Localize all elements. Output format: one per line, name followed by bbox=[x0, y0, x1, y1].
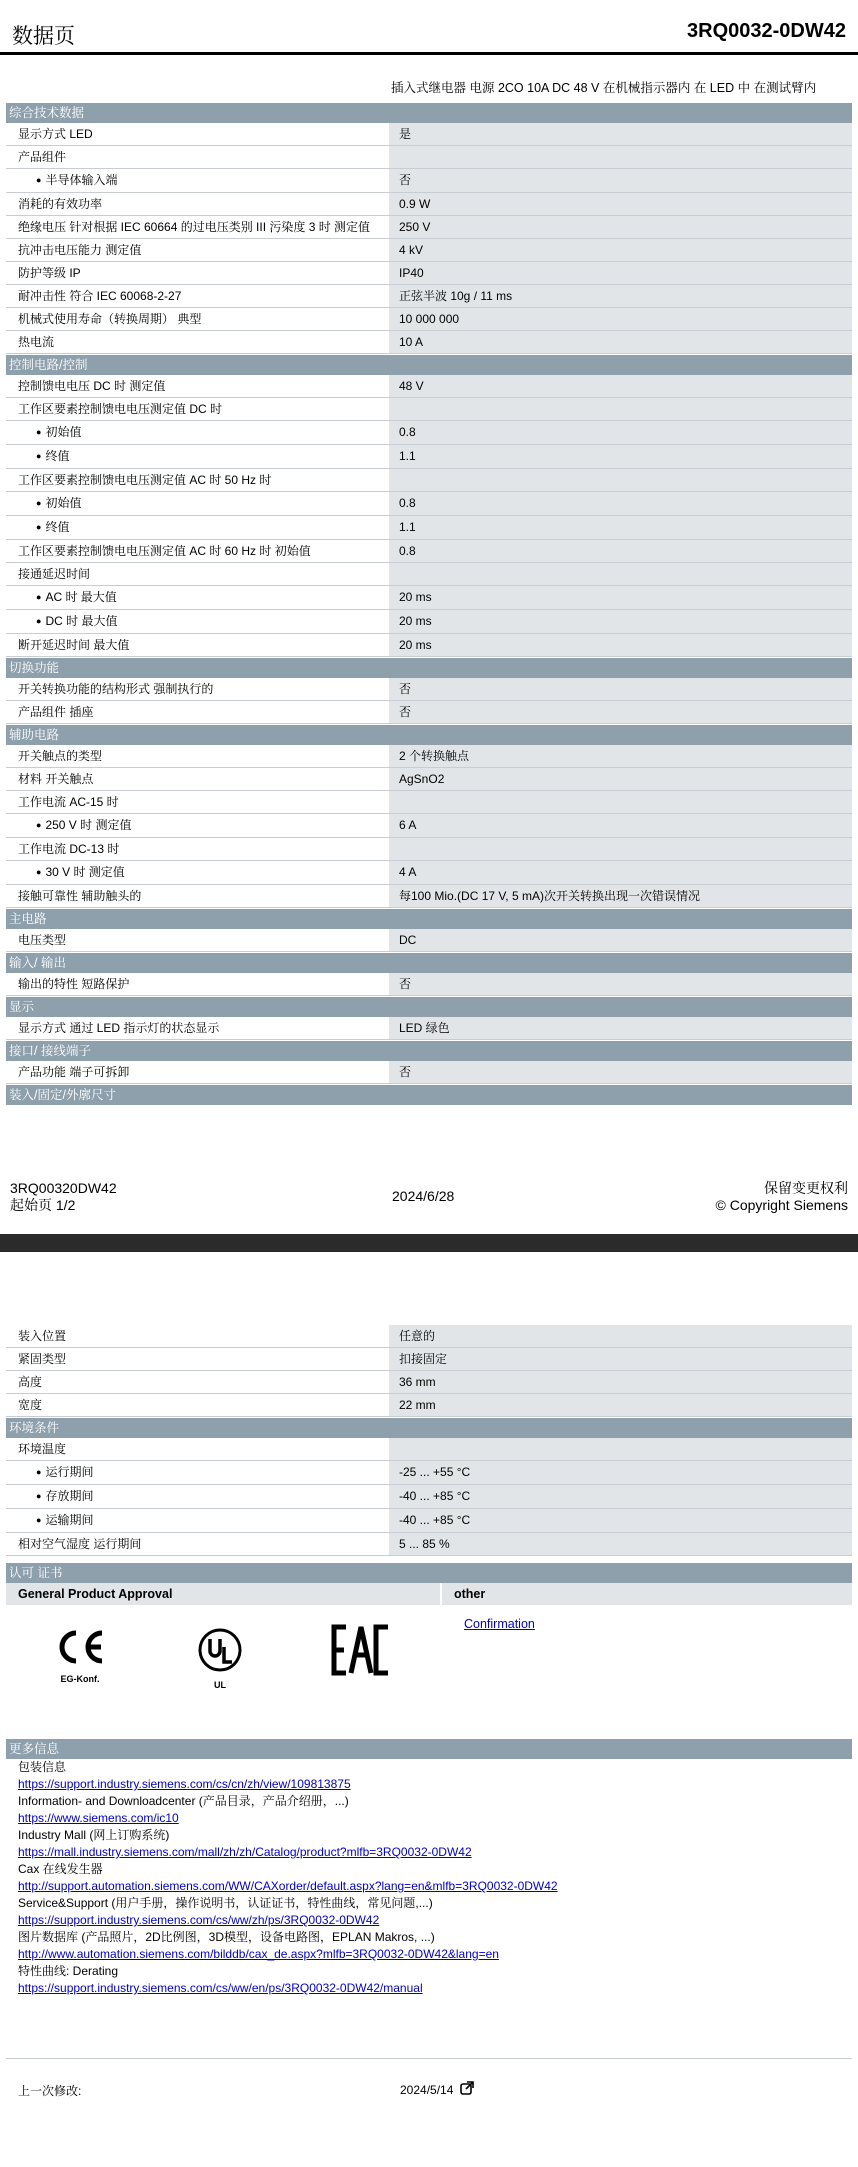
spec-value: 每100 Mio.(DC 17 V, 5 mA)次开关转换出现一次错误情况 bbox=[388, 885, 852, 907]
last-modified-value bbox=[400, 2080, 475, 2099]
external-link-icon[interactable] bbox=[459, 2080, 475, 2099]
spec-row bbox=[6, 885, 852, 908]
spec-value: 否 bbox=[388, 1061, 852, 1083]
spec-value bbox=[388, 398, 852, 420]
spec-row bbox=[6, 285, 852, 308]
spec-row bbox=[6, 929, 852, 952]
product-code: 3RQ0032-0DW42 bbox=[687, 20, 846, 42]
spec-label: 开关触点的类型 bbox=[18, 749, 103, 763]
spec-value bbox=[388, 838, 852, 860]
spec-row bbox=[6, 1461, 852, 1485]
spec-label: 环境温度 bbox=[18, 1442, 67, 1456]
spec-value: 1.1 bbox=[388, 516, 852, 539]
spec-value: DC bbox=[388, 929, 852, 951]
spec-row bbox=[6, 262, 852, 285]
spec-label: 相对空气湿度 运行期间 bbox=[18, 1537, 142, 1551]
spec-row bbox=[6, 445, 852, 469]
more-info-link[interactable]: http://support.automation.siemens.com/WW/CAXorder/default.aspx?lang=en&mlfb=3RQ0032-0DW42 bbox=[18, 1879, 558, 1893]
spec-label: 显示方式 LED bbox=[18, 127, 93, 141]
spec-row bbox=[6, 791, 852, 814]
spec-row bbox=[6, 586, 852, 610]
more-info-link[interactable]: https://support.industry.siemens.com/cs/cn/zh/view/109813875 bbox=[18, 1777, 351, 1791]
spec-value: 5 ... 85 % bbox=[388, 1533, 852, 1555]
spec-row bbox=[6, 1394, 852, 1417]
spec-row bbox=[6, 421, 852, 445]
spec-value: 6 A bbox=[388, 814, 852, 837]
spec-label: 抗冲击电压能力 测定值 bbox=[18, 243, 142, 257]
spec-row bbox=[6, 492, 852, 516]
spec-label: ● 初始值 bbox=[6, 421, 388, 444]
section-header: 认可 证书 bbox=[6, 1562, 852, 1583]
spec-row bbox=[6, 1509, 852, 1533]
spec-label: ● AC 时 最大值 bbox=[6, 586, 388, 609]
spec-row bbox=[6, 540, 852, 563]
spec-row bbox=[6, 678, 852, 701]
ce-caption: EG-Konf. bbox=[60, 1674, 100, 1684]
spec-row bbox=[6, 610, 852, 634]
spec-value: 否 bbox=[388, 973, 852, 995]
spec-row bbox=[6, 768, 852, 791]
spec-value: 1.1 bbox=[388, 445, 852, 468]
last-modified-divider bbox=[6, 2058, 852, 2059]
spec-label: ● 初始值 bbox=[6, 492, 388, 515]
datasheet-page-2 bbox=[0, 1252, 858, 2167]
spec-row bbox=[6, 838, 852, 861]
section-header: 环境条件 bbox=[6, 1417, 852, 1438]
spec-label: ● 运行期间 bbox=[6, 1461, 388, 1484]
spec-value: IP40 bbox=[388, 262, 852, 284]
more-info-link[interactable]: https://mall.industry.siemens.com/mall/zh/zh/Catalog/product?mlfb=3RQ0032-0DW42 bbox=[18, 1845, 472, 1859]
more-info-label: 包装信息 bbox=[18, 1760, 67, 1774]
spec-value: AgSnO2 bbox=[388, 768, 852, 790]
more-info-label: Cax 在线发生器 bbox=[18, 1862, 103, 1876]
spec-value: 10 000 000 bbox=[388, 308, 852, 330]
eac-mark-icon bbox=[326, 1623, 396, 1682]
spec-label: 断开延迟时间 最大值 bbox=[18, 638, 130, 652]
spec-row bbox=[6, 1371, 852, 1394]
more-info-label: Service&Support (用户手册，操作说明书，认证证书，特性曲线，常见问题,...) bbox=[18, 1896, 433, 1910]
spec-value: 0.8 bbox=[388, 492, 852, 515]
section-header: 装入/固定/外廓尺寸 bbox=[6, 1084, 852, 1105]
spec-row bbox=[6, 216, 852, 239]
cert-col-other: other bbox=[442, 1583, 852, 1605]
spec-row bbox=[6, 814, 852, 838]
spec-label: 接通延迟时间 bbox=[18, 567, 91, 581]
spec-label: ● 半导体输入端 bbox=[6, 169, 388, 192]
footer-left bbox=[10, 1180, 117, 1214]
ul-caption: UL bbox=[214, 1680, 226, 1690]
certificates-header-row bbox=[6, 1583, 852, 1605]
spec-row bbox=[6, 331, 852, 354]
spec-label: 输出的特性 短路保护 bbox=[18, 977, 130, 991]
spec-value: 4 A bbox=[388, 861, 852, 884]
spec-label: 工作区要素控制馈电电压测定值 AC 时 50 Hz 时 bbox=[18, 473, 272, 487]
certificates-block bbox=[6, 1562, 852, 1735]
spec-value: 0.8 bbox=[388, 421, 852, 444]
last-modified-label: 上一次修改: bbox=[18, 2084, 82, 2098]
spec-row bbox=[6, 973, 852, 996]
more-info-link[interactable]: https://www.siemens.com/ic10 bbox=[18, 1811, 179, 1825]
spec-label: 产品组件 插座 bbox=[18, 705, 94, 719]
spec-value: 2 个转换触点 bbox=[388, 745, 852, 767]
spec-label: ● 终值 bbox=[6, 445, 388, 468]
section-header: 控制电路/控制 bbox=[6, 354, 852, 375]
spec-value bbox=[388, 563, 852, 585]
spec-value: 否 bbox=[388, 701, 852, 723]
section-header: 输入/ 输出 bbox=[6, 952, 852, 973]
spec-row bbox=[6, 861, 852, 885]
spec-row bbox=[6, 469, 852, 492]
footer-code: 3RQ00320DW42 bbox=[10, 1180, 117, 1196]
spec-value: 22 mm bbox=[388, 1394, 852, 1416]
spec-row bbox=[6, 701, 852, 724]
confirmation-link[interactable]: Confirmation bbox=[464, 1617, 535, 1631]
spec-value: 否 bbox=[388, 169, 852, 192]
spec-label: 电压类型 bbox=[18, 933, 67, 947]
spec-label: 消耗的有效功率 bbox=[18, 197, 103, 211]
spec-value: 否 bbox=[388, 678, 852, 700]
spec-label: 绝缘电压 针对根据 IEC 60664 的过电压类别 III 污染度 3 时 测定值 bbox=[18, 220, 371, 234]
spec-row bbox=[6, 1533, 852, 1556]
spec-label: 耐冲击性 符合 IEC 60068-2-27 bbox=[18, 289, 182, 303]
more-info-link[interactable]: https://support.industry.siemens.com/cs/ww/zh/ps/3RQ0032-0DW42 bbox=[18, 1913, 380, 1927]
spec-value: 48 V bbox=[388, 375, 852, 397]
spec-label: 控制馈电电压 DC 时 测定值 bbox=[18, 379, 166, 393]
footer-rights: 保留变更权利 bbox=[764, 1180, 848, 1196]
spec-label: 热电流 bbox=[18, 335, 55, 349]
spec-value: -40 ... +85 °C bbox=[388, 1509, 852, 1532]
spec-value: -25 ... +55 °C bbox=[388, 1461, 852, 1484]
spec-row bbox=[6, 239, 852, 262]
more-info-link[interactable]: https://support.industry.siemens.com/cs/ww/en/ps/3RQ0032-0DW42/manual bbox=[18, 1981, 423, 1995]
spec-row bbox=[6, 1485, 852, 1509]
spec-value bbox=[388, 469, 852, 491]
ce-mark-icon bbox=[50, 1627, 110, 1684]
spec-label: 机械式使用寿命（转换周期） 典型 bbox=[18, 312, 202, 326]
spec-value: 20 ms bbox=[388, 610, 852, 633]
section-header: 切换功能 bbox=[6, 657, 852, 678]
spec-label: 装入位置 bbox=[18, 1329, 67, 1343]
spec-value: 20 ms bbox=[388, 634, 852, 656]
spec-value: LED 绿色 bbox=[388, 1017, 852, 1039]
spec-row bbox=[6, 193, 852, 216]
spec-row bbox=[6, 1438, 852, 1461]
spec-row bbox=[6, 375, 852, 398]
spec-row bbox=[6, 1017, 852, 1040]
spec-row bbox=[6, 1325, 852, 1348]
footer-right bbox=[716, 1180, 848, 1214]
spec-label: 防护等级 IP bbox=[18, 266, 81, 280]
spec-value: 0.9 W bbox=[388, 193, 852, 215]
spec-value bbox=[388, 146, 852, 168]
cert-logos bbox=[6, 1605, 852, 1735]
spec-row bbox=[6, 169, 852, 193]
spec-row bbox=[6, 745, 852, 768]
spec-label: 紧固类型 bbox=[18, 1352, 67, 1366]
more-info-label: Industry Mall (网上订购系统) bbox=[18, 1828, 170, 1842]
spec-value: 是 bbox=[388, 123, 852, 145]
ul-mark-icon bbox=[192, 1627, 248, 1690]
spec-row bbox=[6, 563, 852, 586]
spec-label: 产品组件 bbox=[18, 150, 67, 164]
spec-label: 显示方式 通过 LED 指示灯的状态显示 bbox=[18, 1021, 220, 1035]
spec-label: 材料 开关触点 bbox=[18, 772, 94, 786]
spec-label: ● 终值 bbox=[6, 516, 388, 539]
mount-env-table bbox=[6, 1325, 852, 1556]
section-header: 接口/ 接线端子 bbox=[6, 1040, 852, 1061]
spec-value: 4 kV bbox=[388, 239, 852, 261]
more-info-list bbox=[6, 1759, 852, 1997]
spec-label: ● 30 V 时 测定值 bbox=[6, 861, 388, 884]
spec-value: 扣接固定 bbox=[388, 1348, 852, 1370]
spec-row bbox=[6, 398, 852, 421]
more-info-label: Information- and Downloadcenter (产品目录，产品介绍册，...) bbox=[18, 1794, 349, 1808]
spec-label: 工作区要素控制馈电电压测定值 DC 时 bbox=[18, 402, 223, 416]
spec-label: ● DC 时 最大值 bbox=[6, 610, 388, 633]
spec-value: 250 V bbox=[388, 216, 852, 238]
spec-label: 工作电流 DC-13 时 bbox=[18, 842, 120, 856]
more-info-link[interactable]: http://www.automation.siemens.com/bilddb/cax_de.aspx?mlfb=3RQ0032-0DW42&lang=en bbox=[18, 1947, 499, 1961]
section-header: 主电路 bbox=[6, 908, 852, 929]
last-modified-date: 2024/5/14 bbox=[400, 2082, 454, 2097]
spec-value: 36 mm bbox=[388, 1371, 852, 1393]
cert-col-general: General Product Approval bbox=[6, 1583, 442, 1605]
spec-row bbox=[6, 634, 852, 657]
spec-value: 正弦半波 10g / 11 ms bbox=[388, 285, 852, 307]
footer-copyright: © Copyright Siemens bbox=[715, 1197, 848, 1213]
spec-label: 产品功能 端子可拆卸 bbox=[18, 1065, 130, 1079]
section-header: 综合技术数据 bbox=[6, 102, 852, 123]
spec-row bbox=[6, 146, 852, 169]
spec-label: 工作电流 AC-15 时 bbox=[18, 795, 119, 809]
spec-row bbox=[6, 516, 852, 540]
spec-label: 接触可靠性 辅助触头的 bbox=[18, 889, 142, 903]
more-info-block bbox=[6, 1738, 852, 1997]
spec-row bbox=[6, 1348, 852, 1371]
spec-value: 任意的 bbox=[388, 1325, 852, 1347]
spec-value: -40 ... +85 °C bbox=[388, 1485, 852, 1508]
spec-label: 工作区要素控制馈电电压测定值 AC 时 60 Hz 时 初始值 bbox=[18, 544, 311, 558]
spec-value: 20 ms bbox=[388, 586, 852, 609]
product-description: 插入式继电器 电源 2CO 10A DC 48 V 在机械指示器内 在 LED 中 在测试臂内 bbox=[391, 81, 817, 95]
more-info-label: 特性曲线: Derating bbox=[18, 1964, 119, 1978]
footer-page: 起始页 1/2 bbox=[10, 1197, 76, 1213]
spec-value bbox=[388, 791, 852, 813]
spec-label: 开关转换功能的结构形式 强制执行的 bbox=[18, 682, 214, 696]
spec-row bbox=[6, 1061, 852, 1084]
more-info-label: 图片数据库 (产品照片，2D比例图，3D模型，设备电路图，EPLAN Makros, ...) bbox=[18, 1930, 435, 1944]
spec-label: ● 250 V 时 测定值 bbox=[6, 814, 388, 837]
header-divider bbox=[0, 52, 858, 55]
spec-value bbox=[388, 1438, 852, 1460]
section-header: 显示 bbox=[6, 996, 852, 1017]
section-header: 更多信息 bbox=[6, 1738, 852, 1759]
section-header: 辅助电路 bbox=[6, 724, 852, 745]
spec-label: ● 运输期间 bbox=[6, 1509, 388, 1532]
page-separator bbox=[0, 1234, 858, 1252]
spec-value: 10 A bbox=[388, 331, 852, 353]
tech-data-table bbox=[6, 102, 852, 1105]
spec-row bbox=[6, 308, 852, 331]
spec-label: 宽度 bbox=[18, 1398, 43, 1412]
spec-row bbox=[6, 123, 852, 146]
spec-value: 0.8 bbox=[388, 540, 852, 562]
page-title: 数据页 bbox=[12, 25, 75, 48]
footer-date: 2024/6/28 bbox=[392, 1188, 455, 1204]
spec-label: 高度 bbox=[18, 1375, 43, 1389]
spec-label: ● 存放期间 bbox=[6, 1485, 388, 1508]
